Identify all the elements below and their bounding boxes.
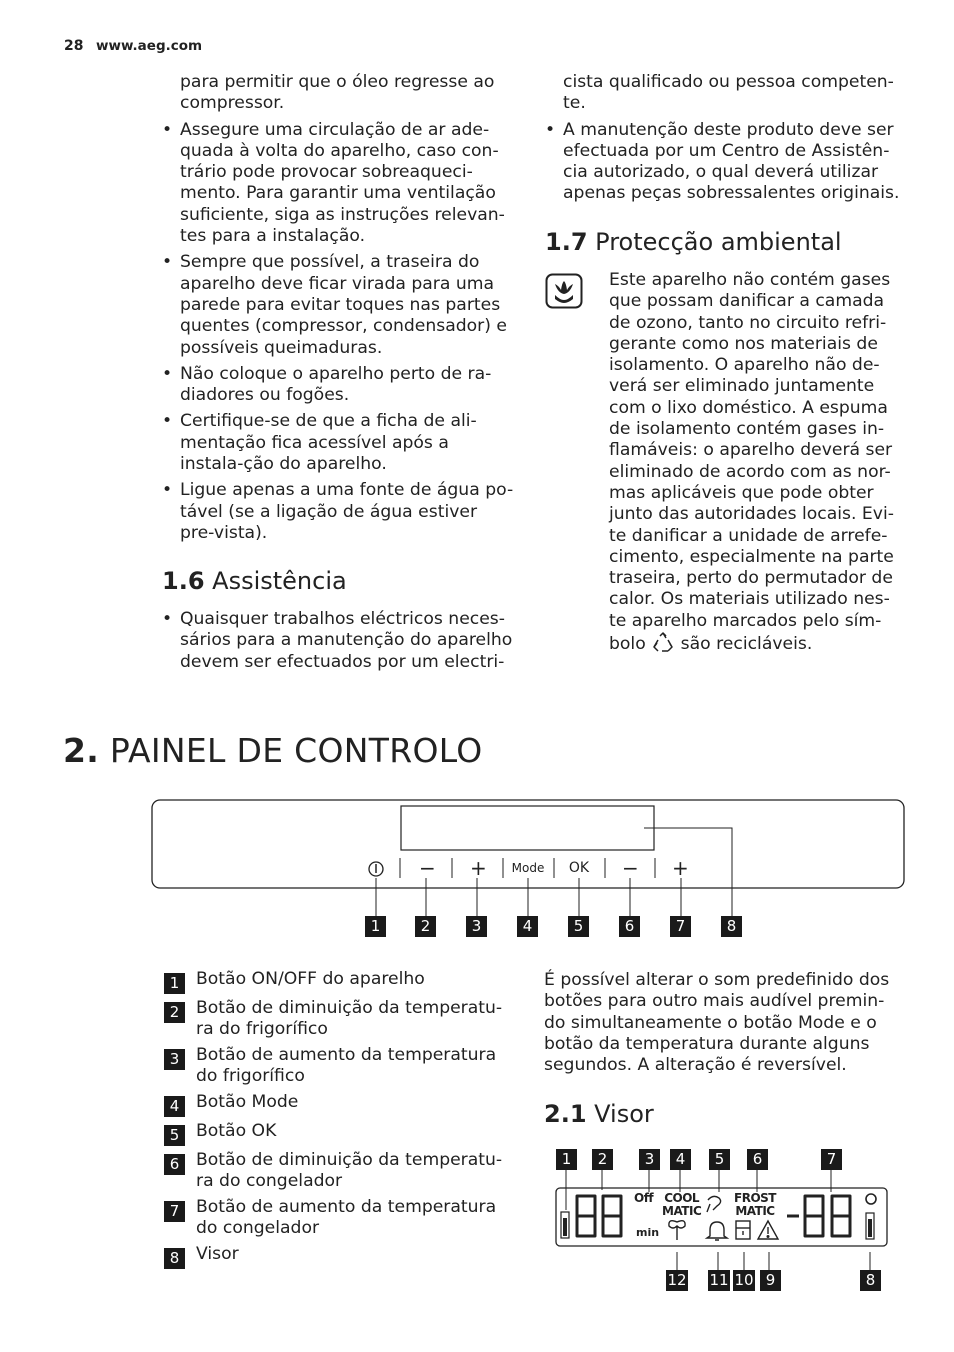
off-label: Off — [634, 1191, 654, 1205]
env-end-after: são recicláveis. — [680, 634, 813, 655]
list-item: • A manutenção deste produto deve ser efectuada por um Centro de Assistên-cia autorizado, o qual deverá utilizar apenas peças sobressalentes originais. — [545, 120, 901, 205]
env-paragraph: Este aparelho não contém gases que possam danificar a camada de ozono, tanto no circuito refri-gerante como nos materiais de isolamento. O aparelho não de-verá ser eliminado juntamente com o lixo doméstico. A espuma de isolamento contém gases in-flamáveis: o aparelho deverá ser eliminado de acordo com as nor-mas aplicáveis que pode obter junto das autoridades locais. Evi-te danificar a unidade de arrefe-cimento, especialmente na parte traseira, perto do permutador de calor. Os materiais utilizado nes-te aparelho marcados pelo sím- — [609, 270, 894, 631]
right-bullet-list — [545, 120, 901, 205]
display-leaders — [555, 1160, 895, 1284]
continuation-text: cista qualificado ou pessoa competen-te. — [563, 72, 894, 114]
legend-number: 3 — [164, 1049, 185, 1070]
legend-text: Botão de diminuição da temperatu-ra do congelador — [196, 1150, 503, 1192]
list-item: • Ligue apenas a uma fonte de água po-tável (se a ligação de água estiver pre-vista). — [162, 480, 514, 544]
section-title: Protecção ambiental — [595, 228, 842, 256]
coolmatic-line2: MATIC — [662, 1204, 702, 1218]
callout-8: 8 — [721, 916, 742, 937]
freezer-temp-up-button[interactable]: + — [672, 856, 689, 880]
display-callout-8: 8 — [860, 1270, 881, 1291]
header-url: www.aeg.com — [96, 38, 203, 54]
display-callout-9: 9 — [760, 1270, 781, 1291]
fridge-temp-down-button[interactable]: − — [419, 856, 436, 880]
section-1-7-heading — [545, 228, 842, 256]
frostmatic-line1: FROST — [734, 1191, 776, 1205]
legend-text: Botão OK — [196, 1121, 277, 1141]
sound-note: É possível alterar o som predefinido dos botões para outro mais audível premin-do simultaneamente o botão Mode e o botão da temperatura durante alguns segundos. A alteração é reversível. — [544, 970, 890, 1076]
min-label: min — [636, 1226, 660, 1239]
legend-text: Botão de aumento da temperatura do congelador — [196, 1197, 497, 1239]
display-callout-4: 4 — [670, 1149, 691, 1170]
section-number: 1.7 — [545, 228, 588, 256]
display-callout-1: 1 — [556, 1149, 577, 1170]
legend-number: 5 — [164, 1125, 185, 1146]
list-item: • Não coloque o aparelho perto de ra-diadores ou fogões. — [162, 364, 514, 407]
section-number: 1.6 — [162, 567, 205, 595]
recycle-icon — [651, 632, 675, 659]
display-callout-2: 2 — [592, 1149, 613, 1170]
legend-text: Visor — [196, 1244, 239, 1264]
environment-text — [609, 270, 901, 659]
display-callout-11: 11 — [709, 1271, 729, 1289]
left-column — [162, 72, 514, 549]
section-1-6-list — [162, 609, 514, 678]
display-callout-7: 7 — [821, 1149, 842, 1170]
right-column — [545, 72, 901, 210]
ok-button[interactable]: OK — [568, 860, 590, 876]
legend-text: Botão de aumento da temperatura do frigorífico — [196, 1045, 497, 1087]
display-callout-10: 10 — [734, 1271, 754, 1289]
intro-text: para permitir que o óleo regresse ao compressor. — [180, 72, 495, 114]
env-end-before: bolo — [609, 634, 646, 655]
legend-number: 4 — [164, 1096, 185, 1117]
section-number: 2.1 — [544, 1100, 587, 1128]
chapter-number: 2. — [63, 731, 100, 770]
chapter-title: PAINEL DE CONTROLO — [109, 731, 483, 770]
display-callout-12: 12 — [667, 1271, 687, 1289]
callout-5: 5 — [568, 916, 589, 937]
legend-number: 6 — [164, 1154, 185, 1175]
list-item: • Certifique-se de que a ficha de ali-mentação fica acessível após a instala-ção do aparelho. — [162, 411, 514, 475]
left-bullet-list — [162, 120, 514, 545]
legend-text: Botão ON/OFF do aparelho — [196, 969, 425, 989]
callout-3: 3 — [466, 916, 487, 937]
section-title: Assistência — [212, 567, 347, 595]
list-item: • Quaisquer trabalhos eléctricos neces-sários para a manutenção do aparelho devem ser efectuados por um electri- — [162, 609, 514, 673]
callout-1: 1 — [365, 916, 386, 937]
page-number: 28 — [64, 38, 84, 54]
display-callout-5: 5 — [709, 1149, 730, 1170]
list-item: • Sempre que possível, a traseira do aparelho deve ficar virada para uma parede para evitar toques nas partes quentes (compressor, condensador) e possíveis queimaduras. — [162, 252, 514, 358]
frostmatic-line2: MATIC — [735, 1204, 775, 1218]
display-callout-6: 6 — [747, 1149, 768, 1170]
legend-number: 1 — [164, 973, 185, 994]
legend-number: 2 — [164, 1002, 185, 1023]
section-title: Visor — [594, 1100, 654, 1128]
chapter-heading — [63, 731, 483, 770]
legend-number: 7 — [164, 1201, 185, 1222]
section-2-1-heading — [544, 1100, 654, 1128]
section-1-6-heading — [162, 567, 347, 595]
mode-button[interactable]: Mode — [511, 861, 545, 875]
callout-4: 4 — [517, 916, 538, 937]
callout-7: 7 — [670, 916, 691, 937]
legend-text: Botão Mode — [196, 1092, 299, 1112]
callout-2: 2 — [415, 916, 436, 937]
legend-number: 8 — [164, 1248, 185, 1269]
fridge-temp-up-button[interactable]: + — [470, 856, 487, 880]
list-item: • Assegure uma circulação de ar ade-quada à volta do aparelho, caso con-trário pode provocar sobreaqueci-mento. Para garantir uma ventilação suficiente, siga as instruções relevan-tes para a instalação. — [162, 120, 514, 248]
freezer-temp-down-button[interactable]: − — [622, 856, 639, 880]
display-callout-3: 3 — [639, 1149, 660, 1170]
legend-text: Botão de diminuição da temperatu-ra do frigorífico — [196, 998, 503, 1040]
flower-icon — [545, 273, 583, 313]
callout-6: 6 — [619, 916, 640, 937]
coolmatic-line1: COOL — [664, 1191, 700, 1205]
